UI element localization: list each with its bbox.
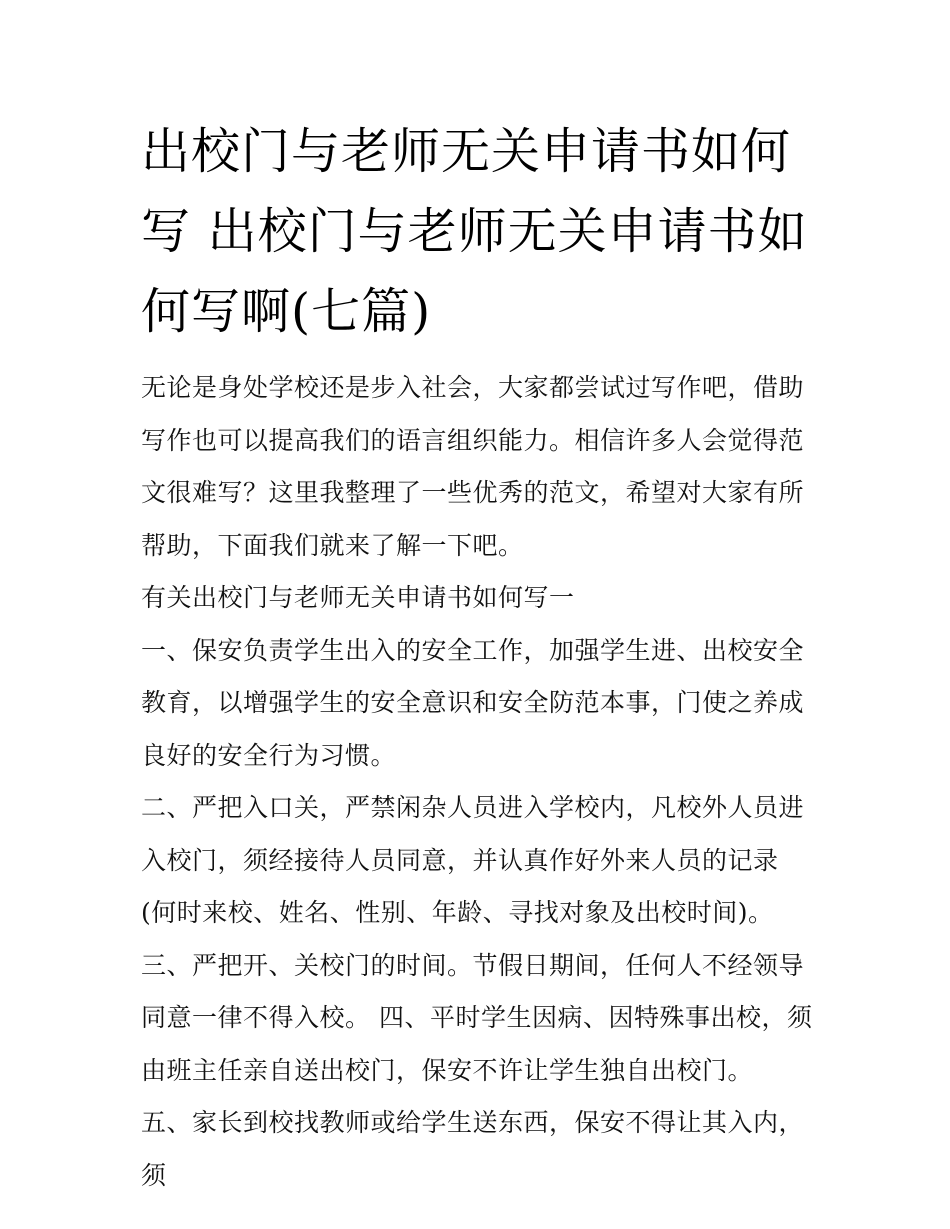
- rule-paragraph-5: 五、家长到校找教师或给学生送东西，保安不得让其入内，须: [141, 1108, 805, 1190]
- document-title: 出校门与老师无关申请书如何写 出校门与老师无关申请书如何写啊(七篇): [141, 123, 808, 340]
- rule-paragraph-1: 一、保安负责学生出入的安全工作，加强学生进、出校安全教育，以增强学生的安全意识和安全防范本事，门使之养成良好的安全行为习惯。: [141, 635, 805, 770]
- section-heading: 有关出校门与老师无关申请书如何写一: [141, 583, 575, 612]
- rule-paragraph-2: 二、严把入口关，严禁闲杂人员进入学校内，凡校外人员进入校门，须经接待人员同意，并认真作好外来人员的记录(何时来校、姓名、性别、年龄、寻找对象及出校时间)。: [141, 793, 805, 927]
- rule-paragraph-3-4: 三、严把开、关校门的时间。节假日期间，任何人不经领导同意一律不得入校。 四、平时学生因病、因特殊事出校，须由班主任亲自送出校门，保安不许让学生独自出校门。: [141, 950, 813, 1085]
- document-body: [141, 112, 813, 1202]
- intro-paragraph: 无论是身处学校还是步入社会，大家都尝试过写作吧，借助写作也可以提高我们的语言组织能力。相信许多人会觉得范文很难写？这里我整理了一些优秀的范文，希望对大家有所帮助，下面我们就来了解一下吧。: [141, 373, 805, 560]
